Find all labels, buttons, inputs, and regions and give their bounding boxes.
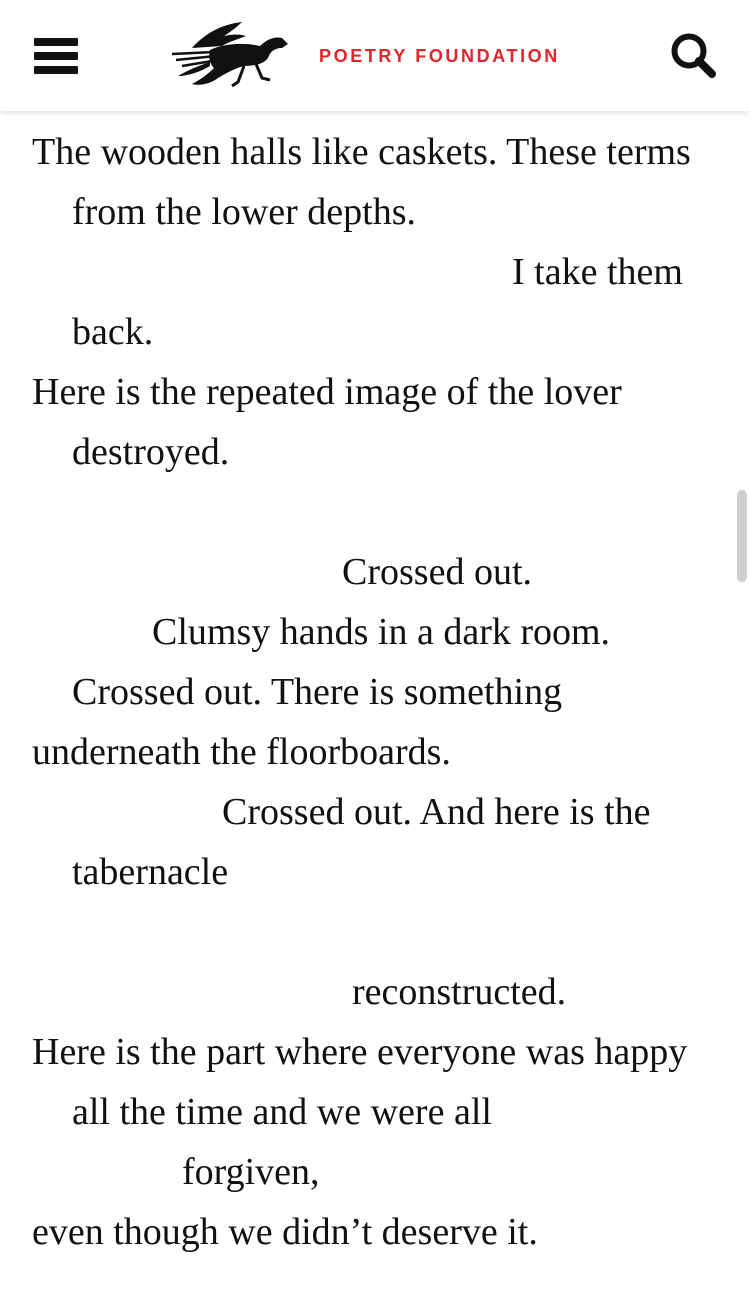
poem-line: forgiven,	[182, 1151, 320, 1193]
poem-line: back.	[72, 311, 154, 353]
pegasus-logo-icon	[170, 20, 292, 92]
hamburger-menu-icon[interactable]	[30, 36, 80, 76]
poem-line: Crossed out.	[342, 551, 532, 593]
poem-line: Clumsy hands in a dark room.	[152, 611, 611, 653]
brand-name: POETRY FOUNDATION	[319, 46, 560, 66]
poem-line: The wooden halls like caskets. These terms	[32, 131, 691, 173]
poem-line: Here is the repeated image of the lover	[32, 371, 622, 413]
poem-line: all the time and we were all	[72, 1091, 492, 1133]
page-scrollbar[interactable]	[737, 490, 747, 582]
poem-line: Crossed out. And here is the	[222, 791, 651, 833]
poem-line: even though we didn’t deserve it.	[32, 1211, 538, 1253]
search-icon[interactable]	[668, 30, 720, 82]
logo-link[interactable]	[170, 20, 590, 92]
poem-line: from the lower depths.	[72, 191, 417, 233]
poem-line: reconstructed.	[352, 971, 567, 1013]
poem-line: underneath the floorboards.	[32, 731, 451, 773]
poem-line: Crossed out. There is something	[72, 671, 563, 713]
poem-line: I take them	[512, 251, 683, 293]
site-header	[0, 0, 750, 111]
poem-line: tabernacle	[72, 851, 229, 893]
poem-line: destroyed.	[72, 431, 230, 473]
poem-line: Here is the part where everyone was happy	[32, 1031, 688, 1073]
